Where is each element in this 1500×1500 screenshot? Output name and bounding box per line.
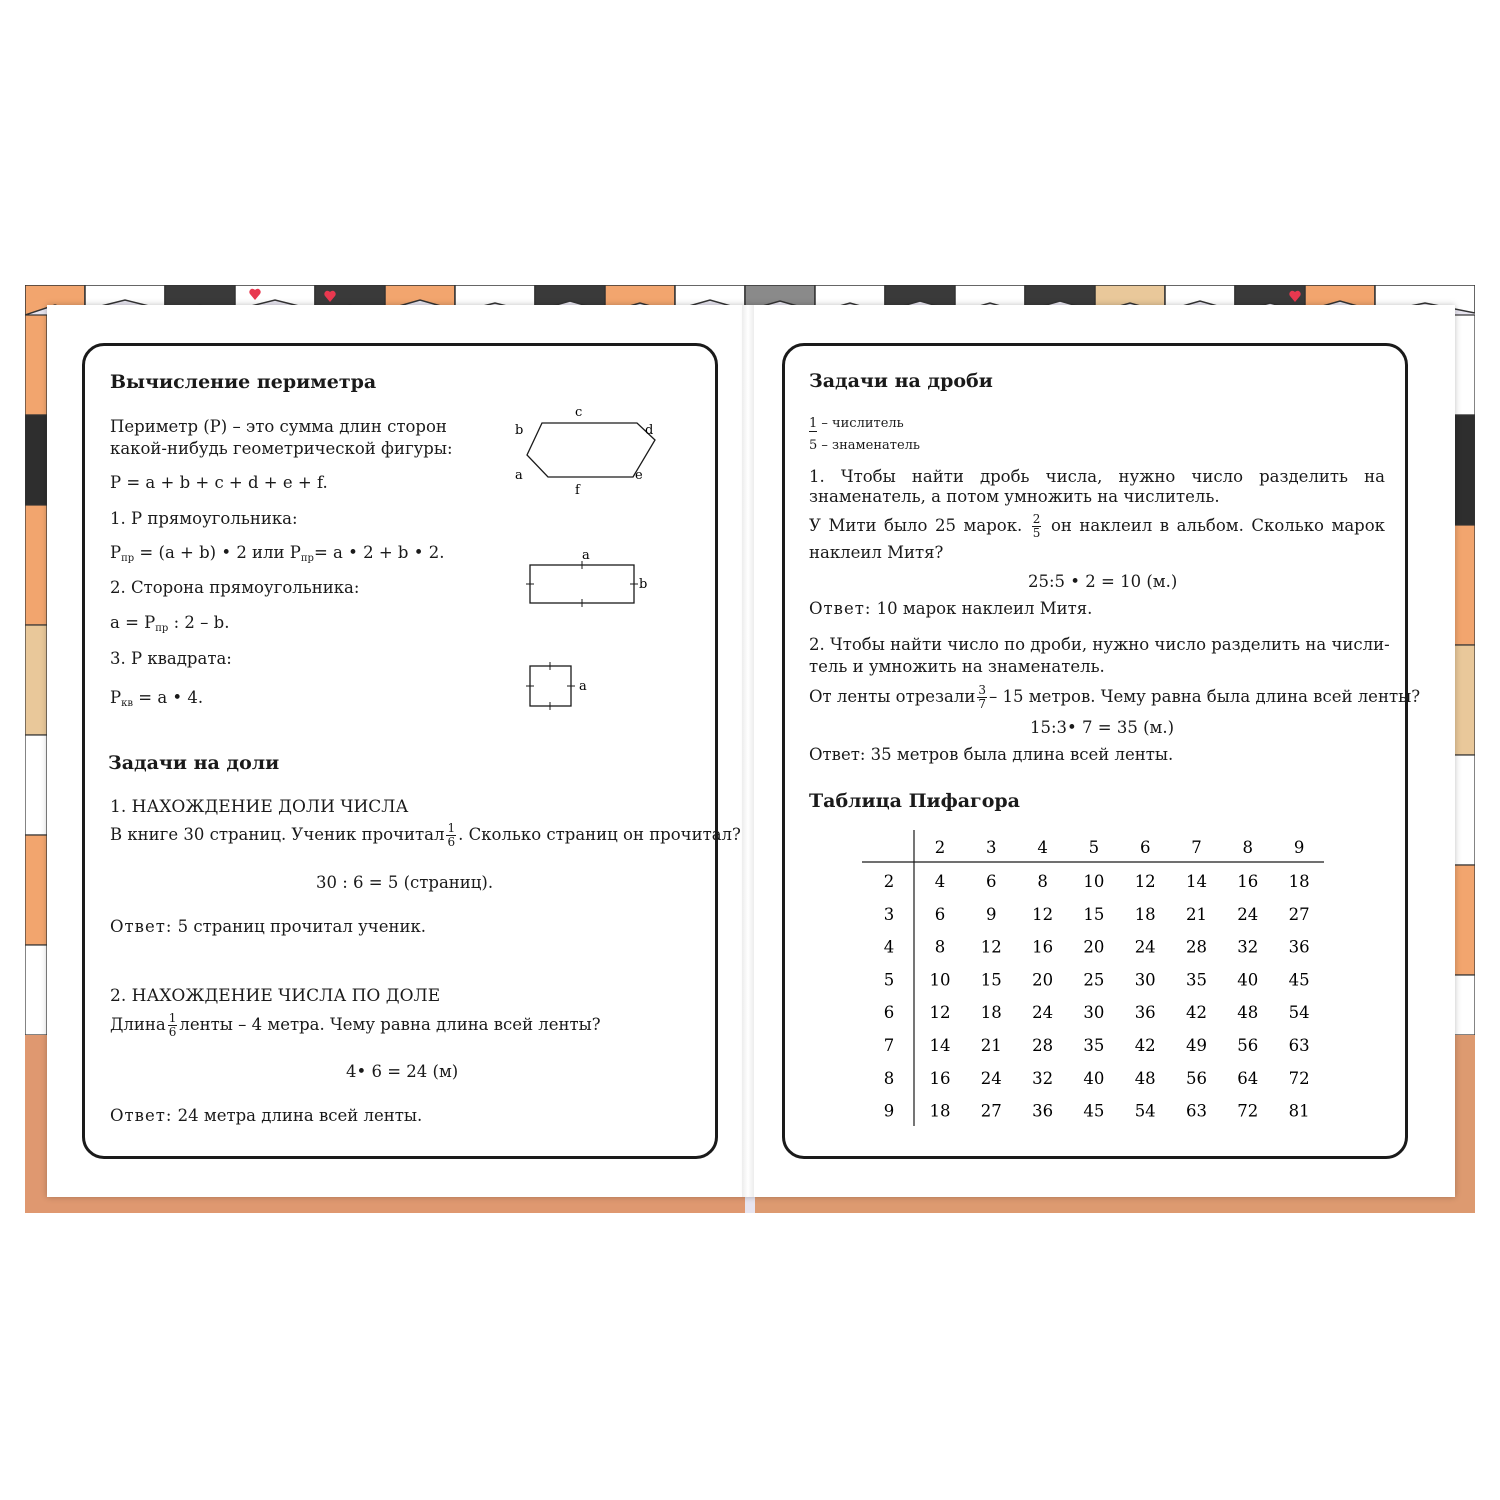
table-cell: 45 xyxy=(1083,1101,1105,1121)
row-header-2: 2 xyxy=(883,872,895,891)
table-cell: 72 xyxy=(1288,1068,1310,1088)
perimeter-heading: Вычисление периметра xyxy=(110,371,377,393)
table-cell: 27 xyxy=(980,1101,1002,1121)
hexagon-label-b: b xyxy=(515,423,524,438)
table-cell: 9 xyxy=(986,904,997,924)
shares-p2-title: 2. НАХОЖДЕНИЕ ЧИСЛА ПО ДОЛЕ xyxy=(110,986,441,1006)
col-header-4: 4 xyxy=(1037,838,1048,857)
table-cell: 40 xyxy=(1237,970,1259,990)
table-cell: 25 xyxy=(1083,970,1105,990)
table-cell: 12 xyxy=(980,937,1002,957)
rectangle-label-b: b xyxy=(639,577,648,592)
row-header-9: 9 xyxy=(883,1101,895,1121)
table-cell: 10 xyxy=(929,970,951,990)
shares-p1-title: 1. НАХОЖДЕНИЕ ДОЛИ ЧИСЛА xyxy=(110,797,409,817)
shares-heading: Задачи на доли xyxy=(108,752,280,774)
table-cell: 18 xyxy=(1288,872,1310,891)
fractions-rule2-line1: 2. Чтобы найти число по дроби, нужно число разделить на числи- xyxy=(809,635,1390,654)
rect-side-title: 2. Сторона прямоугольника: xyxy=(110,578,360,597)
col-header-3: 3 xyxy=(986,838,997,857)
table-cell: 63 xyxy=(1288,1036,1310,1055)
denominator-note: 5 – знаменатель xyxy=(809,438,920,453)
table-cell: 64 xyxy=(1237,1068,1259,1088)
pythagoras-table xyxy=(850,828,1340,1133)
table-cell: 6 xyxy=(986,872,997,891)
rect-perimeter-formula: $P_{пр} = (a + b)$ • 2 или $P_{пр}= a$ • 2 + b • 2. xyxy=(110,543,445,564)
hexagon-label-c: c xyxy=(575,405,583,420)
shares-p1-answer: Ответ: 5 страниц прочитал ученик. xyxy=(110,917,427,936)
table-cell: 4 xyxy=(934,872,946,891)
table-cell: 35 xyxy=(1186,970,1207,990)
table-cell: 24 xyxy=(980,1068,1002,1088)
numerator-note: 1 – числитель xyxy=(809,416,904,431)
fractions-rule1: 1. Чтобы найти дробь числа, нужно число разделить на знаменатель, а потом умножить на числитель. xyxy=(809,467,1385,506)
col-header-9: 9 xyxy=(1293,838,1305,857)
table-cell: 16 xyxy=(929,1068,951,1088)
hexagon-label-e: e xyxy=(635,468,643,483)
hexagon-label-a: a xyxy=(515,468,523,483)
shares-p1-text: В книге 30 страниц. Ученик прочитал $\frac{1}{6}$ . Сколько страниц он прочитал? xyxy=(110,821,741,849)
table-cell: 36 xyxy=(1288,937,1310,957)
table-cell: 10 xyxy=(1083,872,1105,891)
fractions-calc1: 25:5 • 2 = 10 (м.) xyxy=(1028,572,1178,591)
hexagon-label-f: f xyxy=(575,483,580,498)
fractions-rule2-line2: тель и умножить на знаменатель. xyxy=(809,657,1105,676)
shares-p2-answer: Ответ: 24 метра длина всей ленты. xyxy=(110,1106,423,1125)
table-cell: 54 xyxy=(1134,1101,1156,1121)
book-spine xyxy=(742,305,754,1197)
table-cell: 54 xyxy=(1288,1003,1310,1023)
perimeter-formula: P = a + b + c + d + e + f. xyxy=(110,473,328,492)
shares-p1-calc: 30 : 6 = 5 (страниц). xyxy=(316,873,494,892)
square-perimeter-formula: $P_{кв} = a$ • 4. xyxy=(110,688,204,709)
table-cell: 21 xyxy=(980,1036,1002,1055)
table-cell: 6 xyxy=(934,904,946,924)
col-header-5: 5 xyxy=(1088,838,1100,857)
col-header-7: 7 xyxy=(1191,838,1202,857)
table-cell: 28 xyxy=(1186,937,1207,957)
row-header-3: 3 xyxy=(883,904,895,924)
col-header-8: 8 xyxy=(1242,838,1254,857)
row-header-8: 8 xyxy=(883,1068,895,1088)
fractions-heading: Задачи на дроби xyxy=(809,370,993,392)
table-cell: 21 xyxy=(1186,904,1207,924)
square-figure xyxy=(522,660,597,712)
perimeter-def-line1: Периметр (P) – это сумма длин сторон xyxy=(110,417,447,436)
table-cell: 16 xyxy=(1032,937,1054,957)
table-cell: 20 xyxy=(1083,937,1105,957)
table-cell: 63 xyxy=(1186,1101,1207,1121)
table-cell: 18 xyxy=(980,1003,1002,1023)
table-cell: 24 xyxy=(1134,937,1156,957)
rect-side-formula: $a = P_{пр}$ : 2 – b. xyxy=(110,613,230,634)
table-cell: 24 xyxy=(1237,904,1259,924)
fractions-task2: От ленты отрезали $\frac{3}{7}$ – 15 метров. Чему равна была длина всей ленты? xyxy=(809,683,1421,711)
table-cell: 30 xyxy=(1134,970,1156,990)
rectangle-figure xyxy=(520,545,660,610)
table-cell: 28 xyxy=(1032,1036,1054,1055)
table-cell: 56 xyxy=(1237,1036,1259,1055)
table-cell: 56 xyxy=(1186,1068,1207,1088)
fractions-answer2: Ответ: 35 метров была длина всей ленты. xyxy=(809,745,1174,764)
table-cell: 20 xyxy=(1032,970,1054,990)
rect-perimeter-title: 1. P прямоугольника: xyxy=(110,509,298,528)
shares-p2-text: Длина $\frac{1}{6}$ ленты – 4 метра. Чему равна длина всей ленты? xyxy=(110,1011,601,1039)
table-cell: 8 xyxy=(934,937,946,957)
table-cell: 81 xyxy=(1288,1101,1310,1121)
table-cell: 48 xyxy=(1134,1068,1156,1088)
table-cell: 32 xyxy=(1237,937,1259,957)
table-cell: 42 xyxy=(1134,1036,1156,1055)
row-header-7: 7 xyxy=(883,1036,895,1055)
col-header-6: 6 xyxy=(1139,838,1151,857)
table-cell: 14 xyxy=(1186,872,1207,891)
table-cell: 16 xyxy=(1237,872,1259,891)
rectangle-label-a: a xyxy=(582,548,590,563)
fractions-answer1: Ответ: 10 марок наклеил Митя. xyxy=(809,599,1093,618)
square-label-a: a xyxy=(579,679,587,694)
hexagon-figure xyxy=(505,400,675,500)
fractions-calc2: 15:3• 7 = 35 (м.) xyxy=(1030,718,1175,737)
table-cell: 8 xyxy=(1037,872,1048,891)
table-cell: 24 xyxy=(1032,1003,1054,1023)
pythagoras-heading: Таблица Пифагора xyxy=(809,790,1020,812)
table-cell: 15 xyxy=(1083,904,1105,924)
fractions-task1: У Мити было 25 марок. $\frac{2}{5}$ он наклеил в альбом. Сколько марок наклеил Митя? xyxy=(809,512,1385,562)
table-cell: 15 xyxy=(980,970,1002,990)
table-cell: 30 xyxy=(1083,1003,1105,1023)
shares-p2-calc: 4• 6 = 24 (м) xyxy=(346,1062,459,1081)
col-header-2: 2 xyxy=(934,838,946,857)
row-header-6: 6 xyxy=(883,1003,895,1023)
table-cell: 36 xyxy=(1032,1101,1054,1121)
table-cell: 36 xyxy=(1134,1003,1156,1023)
row-header-4: 4 xyxy=(883,937,895,957)
hexagon-label-d: d xyxy=(645,423,654,438)
table-cell: 32 xyxy=(1032,1068,1054,1088)
table-cell: 27 xyxy=(1288,904,1310,924)
table-cell: 12 xyxy=(1134,872,1156,891)
table-cell: 40 xyxy=(1083,1068,1105,1088)
table-cell: 48 xyxy=(1237,1003,1259,1023)
table-cell: 18 xyxy=(1134,904,1156,924)
table-cell: 72 xyxy=(1237,1101,1259,1121)
table-cell: 14 xyxy=(929,1036,951,1055)
table-cell: 35 xyxy=(1083,1036,1105,1055)
row-header-5: 5 xyxy=(883,970,895,990)
table-cell: 45 xyxy=(1288,970,1310,990)
square-perimeter-title: 3. P квадрата: xyxy=(110,649,232,668)
table-cell: 12 xyxy=(1032,904,1054,924)
table-cell: 42 xyxy=(1186,1003,1207,1023)
table-cell: 18 xyxy=(929,1101,951,1121)
table-cell: 12 xyxy=(929,1003,951,1023)
perimeter-def-line2: какой-нибудь геометрической фигуры: xyxy=(110,439,453,458)
table-cell: 49 xyxy=(1186,1036,1207,1055)
